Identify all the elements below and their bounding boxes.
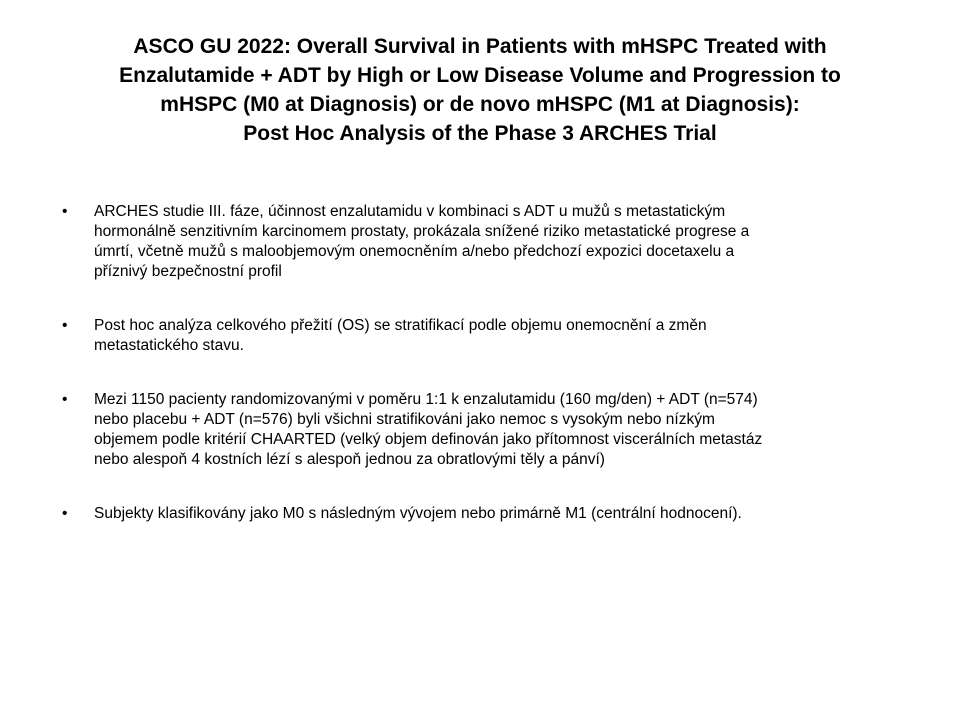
bullet-text-line: objemem podle kritérií CHAARTED (velký objem definován jako přítomnost viscerálních metastáz xyxy=(94,431,763,448)
bullet-text-line: Mezi 1150 pacienty randomizovanými v poměru 1:1 k enzalutamidu (160 mg/den) + ADT (n=574) xyxy=(94,391,758,408)
bullet-item xyxy=(62,316,912,356)
bullet-list xyxy=(62,202,912,524)
bullet-marker: • xyxy=(62,391,68,408)
title-line: Enzalutamide + ADT by High or Low Disease Volume and Progression to xyxy=(119,64,841,87)
title-line: ASCO GU 2022: Overall Survival in Patients with mHSPC Treated with xyxy=(133,35,827,58)
bullet-text-line: ARCHES studie III. fáze, účinnost enzalutamidu v kombinaci s ADT u mužů s metastatickým xyxy=(94,203,726,220)
bullet-text-line: Post hoc analýza celkového přežití (OS) se stratifikací podle objemu onemocnění a změn xyxy=(94,317,707,334)
bullet-text-line: nebo placebu + ADT (n=576) byli všichni stratifikováni jako nemoc s vysokým nebo nízkým xyxy=(94,411,715,428)
bullet-item xyxy=(62,504,912,524)
bullet-text-line: hormonálně senzitivním karcinomem prostaty, prokázala snížené riziko metastatické progrese a xyxy=(94,223,750,240)
bullet-marker: • xyxy=(62,317,68,334)
bullet-text-line: příznivý bezpečnostní profil xyxy=(94,263,282,280)
bullet-text-line: nebo alespoň 4 kostních lézí s alespoň jednou za obratlovými těly a pánví) xyxy=(94,451,605,468)
bullet-text-line: metastatického stavu. xyxy=(94,337,244,354)
bullet-item xyxy=(62,202,912,282)
bullet-marker: • xyxy=(62,505,68,522)
bullet-marker: • xyxy=(62,203,68,220)
bullet-text-line: Subjekty klasifikovány jako M0 s následným vývojem nebo primárně M1 (centrální hodnocení). xyxy=(94,505,742,522)
bullet-item xyxy=(62,390,912,470)
title-line: Post Hoc Analysis of the Phase 3 ARCHES Trial xyxy=(243,122,717,145)
title-line: mHSPC (M0 at Diagnosis) or de novo mHSPC (M1 at Diagnosis): xyxy=(160,93,800,116)
slide-title xyxy=(30,32,930,148)
bullet-text-line: úmrtí, včetně mužů s maloobjemovým onemocněním a/nebo předchozí expozici docetaxelu a xyxy=(94,243,735,260)
